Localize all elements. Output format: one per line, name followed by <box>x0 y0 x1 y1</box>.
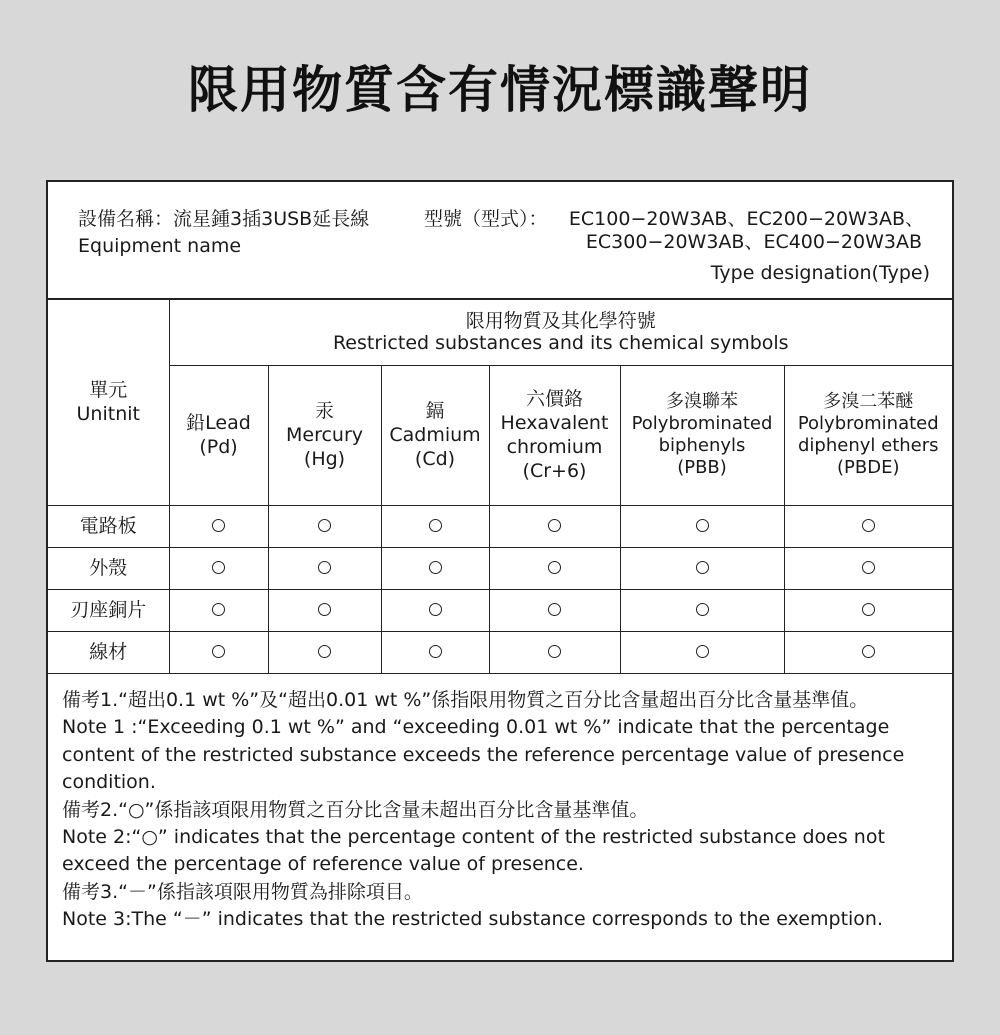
type-label-zh: 型號（型式）： <box>424 208 548 230</box>
column-name-zh: 汞 <box>314 400 334 422</box>
column-name-en: Polybrominated <box>631 413 773 434</box>
table-body <box>48 505 952 673</box>
column-name-zh: 六價鉻 <box>525 388 583 410</box>
column-name-zh: 多溴二苯醚 <box>823 391 914 412</box>
mark-cell <box>381 631 489 673</box>
circle-mark-icon <box>862 561 875 574</box>
group-header-en: Restricted substances and its chemical symbols <box>332 332 789 355</box>
substance-group-header <box>169 300 952 365</box>
circle-mark-icon <box>429 519 442 532</box>
table-row <box>48 505 952 547</box>
notes-section <box>62 687 942 934</box>
mark-cell <box>381 505 489 547</box>
type-value-line1: EC100−20W3AB、EC200−20W3AB、 <box>568 208 924 230</box>
column-symbol: (Pd) <box>199 436 238 458</box>
circle-mark-icon <box>696 645 709 658</box>
column-name-en: chromium <box>506 436 603 458</box>
equipment-label-en: Equipment name <box>78 235 242 257</box>
unit-header-zh: 單元 <box>89 379 128 402</box>
group-header-zh: 限用物質及其化學符號 <box>465 310 656 333</box>
mark-cell <box>784 589 952 631</box>
equipment-label-zh: 設備名稱： <box>78 208 174 230</box>
column-header-lead <box>169 365 268 505</box>
mark-cell <box>381 589 489 631</box>
circle-mark-icon <box>318 645 331 658</box>
circle-mark-icon <box>212 645 225 658</box>
circle-mark-icon <box>318 519 331 532</box>
unit-cell: 外殼 <box>48 547 169 589</box>
circle-mark-icon <box>318 561 331 574</box>
type-label-en: Type designation(Type) <box>710 262 930 284</box>
mark-cell <box>620 589 784 631</box>
circle-mark-icon <box>548 645 561 658</box>
mark-cell <box>169 547 268 589</box>
column-name-en: biphenyls <box>658 435 746 456</box>
note-2-zh: 備考2.“○”係指該項限用物質之百分比含量未超出百分比含量基準值。 <box>62 798 649 821</box>
type-value-line2: EC300−20W3AB、EC400−20W3AB <box>585 231 922 253</box>
mark-cell <box>169 505 268 547</box>
circle-mark-icon <box>696 519 709 532</box>
column-name: 鉛Lead <box>186 412 251 434</box>
column-symbol: (Cd) <box>414 448 456 470</box>
mark-cell <box>784 631 952 673</box>
circle-mark-icon <box>548 561 561 574</box>
circle-mark-icon <box>429 645 442 658</box>
mark-cell <box>489 631 620 673</box>
column-name-en: Hexavalent <box>500 412 609 434</box>
mark-cell <box>268 547 381 589</box>
column-name-zh: 鎘 <box>425 400 445 422</box>
column-symbol: (PBDE) <box>837 457 900 478</box>
column-name-zh: 多溴聯苯 <box>666 391 738 412</box>
circle-mark-icon <box>696 561 709 574</box>
declaration-box <box>46 180 954 962</box>
table-row <box>48 589 952 631</box>
column-header-mercury <box>268 365 381 505</box>
circle-mark-icon <box>862 645 875 658</box>
mark-cell <box>620 505 784 547</box>
column-header-pbde <box>784 365 952 505</box>
mark-cell <box>489 505 620 547</box>
circle-mark-icon <box>429 603 442 616</box>
note-2-en: Note 2:“○” indicates that the percentage content of the restricted substance does not exceed the percentage of reference value of presence. <box>62 826 885 876</box>
table-row <box>48 631 952 673</box>
column-name-en: Polybrominated <box>797 413 939 434</box>
mark-cell <box>784 547 952 589</box>
page-title: 限用物質含有情況標識聲明 <box>188 61 812 119</box>
circle-mark-icon <box>696 603 709 616</box>
mark-cell <box>381 547 489 589</box>
mark-cell <box>169 589 268 631</box>
circle-mark-icon <box>318 603 331 616</box>
column-symbol: (Hg) <box>303 448 346 470</box>
note-3-en: Note 3:The “－” indicates that the restricted substance corresponds to the exemption. <box>62 908 883 931</box>
column-symbol: (PBB) <box>677 457 727 478</box>
mark-cell <box>489 589 620 631</box>
circle-mark-icon <box>212 561 225 574</box>
column-symbol: (Cr+6) <box>522 460 587 482</box>
mark-cell <box>268 505 381 547</box>
column-header-cadmium <box>381 365 489 505</box>
circle-mark-icon <box>862 603 875 616</box>
unit-cell: 刃座銅片 <box>48 589 169 631</box>
equipment-name-line <box>78 204 369 231</box>
circle-mark-icon <box>548 603 561 616</box>
unit-header-cell <box>48 300 169 505</box>
circle-mark-icon <box>862 519 875 532</box>
circle-mark-icon <box>212 603 225 616</box>
circle-mark-icon <box>429 561 442 574</box>
equipment-name-value: 流星鍾3插3USB延長線 <box>173 208 370 230</box>
mark-cell <box>620 547 784 589</box>
mark-cell <box>268 631 381 673</box>
mark-cell <box>489 547 620 589</box>
note-3-zh: 備考3.“－”係指該項限用物質為排除項目。 <box>62 880 423 903</box>
mark-cell <box>620 631 784 673</box>
unit-header-en: Unitnit <box>76 403 140 426</box>
column-header-pbb <box>620 365 784 505</box>
mark-cell <box>268 589 381 631</box>
equipment-header <box>48 182 952 300</box>
column-name-en: diphenyl ethers <box>798 435 939 456</box>
mark-cell <box>784 505 952 547</box>
note-1-zh: 備考1.“超出0.1 wt %”及“超出0.01 wt %”係指限用物質之百分比含量超出百分比含量基準值。 <box>62 689 869 711</box>
column-name-en: Mercury <box>285 424 364 446</box>
circle-mark-icon <box>212 519 225 532</box>
table-row <box>48 547 952 589</box>
column-name-en: Cadmium <box>389 424 481 446</box>
substance-table <box>48 300 952 674</box>
column-header-chromium <box>489 365 620 505</box>
note-1-en: Note 1 :“Exceeding 0.1 wt %” and “exceeding 0.01 wt %” indicate that the percentage content of the restricted substance exceeds the reference percentage value of presence condition. <box>62 716 905 794</box>
mark-cell <box>169 631 268 673</box>
circle-mark-icon <box>548 519 561 532</box>
unit-cell: 電路板 <box>48 505 169 547</box>
unit-cell: 線材 <box>48 631 169 673</box>
